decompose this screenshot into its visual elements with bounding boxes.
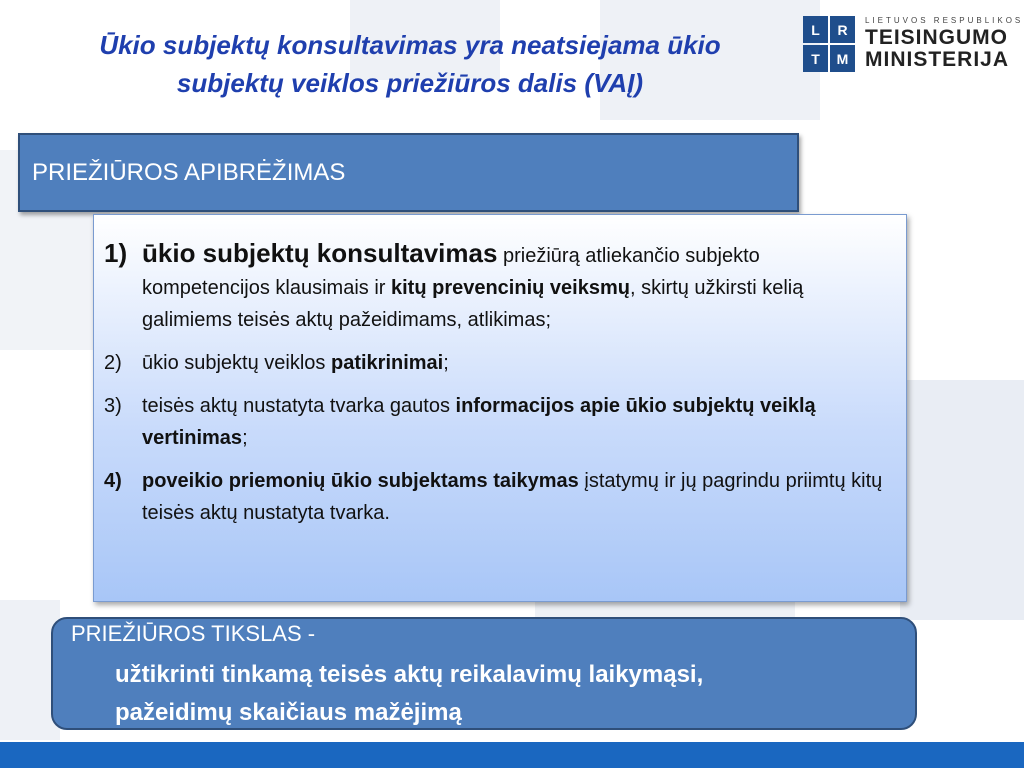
logo-letter: L: [803, 16, 828, 43]
definition-item: [94, 347, 892, 379]
footer-bar: [0, 742, 1024, 768]
definition-box: [93, 214, 907, 602]
item-text: priežiūrą atliekančio subjekto kompetencijos klausimais ir: [142, 245, 760, 299]
definition-header: PRIEŽIŪROS APIBRĖŽIMAS: [18, 133, 799, 212]
ministry-logo: [803, 16, 1024, 74]
item-bold-text: kitų prevencinių veiksmų: [390, 277, 630, 299]
item-text: , skirtų užkirsti kelią galimiems teisės aktų pažeidimams, atlikimas;: [142, 277, 804, 331]
goal-box: [51, 617, 917, 730]
goal-title: PRIEŽIŪROS TIKSLAS -: [71, 621, 316, 646]
item-text: ;: [443, 352, 449, 374]
item-text: ūkio subjektų veiklos: [142, 352, 331, 374]
logo-letter: R: [830, 16, 855, 43]
item-text: ;: [242, 427, 248, 449]
definition-item: [94, 465, 892, 529]
background-block: [900, 380, 1024, 620]
item-number: 1): [104, 238, 128, 268]
logo-name-line-1: TEISINGUMO: [865, 26, 1009, 49]
slide-title-line-1: Ūkio subjektų konsultavimas yra neatsiejama ūkio: [99, 30, 721, 60]
item-text: teisės aktų nustatyta tvarka gautos: [142, 395, 456, 417]
item-number: 4): [104, 470, 122, 492]
definition-list: [94, 215, 906, 529]
logo-subtitle: LIETUVOS RESPUBLIKOS: [865, 16, 1024, 25]
definition-item: [94, 237, 892, 336]
slide-title: [30, 26, 790, 102]
slide-title-line-2: subjektų veiklos priežiūros dalis (VAĮ): [176, 68, 644, 98]
item-number: 2): [104, 352, 122, 374]
logo-letter: M: [830, 45, 855, 72]
item-bold-lead: ūkio subjektų konsultavimas: [142, 238, 498, 268]
item-bold-text: informacijos apie ūkio subjektų veiklą vertinimas: [142, 395, 816, 449]
goal-line-2: pažeidimų skaičiaus mažėjimą: [115, 699, 462, 726]
logo-name-line-2: MINISTERIJA: [865, 48, 1010, 71]
lrtm-emblem: [803, 16, 855, 72]
item-number: 3): [104, 395, 122, 417]
goal-line-1: užtikrinti tinkamą teisės aktų reikalavimų laikymąsi,: [115, 661, 704, 688]
logo-letter: T: [803, 45, 828, 72]
item-text: įstatymų ir jų pagrindu priimtų kitų teisės aktų nustatyta tvarka.: [142, 470, 883, 524]
definition-item: [94, 390, 892, 454]
item-bold-lead: poveikio priemonių ūkio subjektams taikymas: [142, 470, 579, 492]
item-bold-text: patikrinimai: [330, 352, 444, 374]
logo-name: [865, 27, 1009, 71]
